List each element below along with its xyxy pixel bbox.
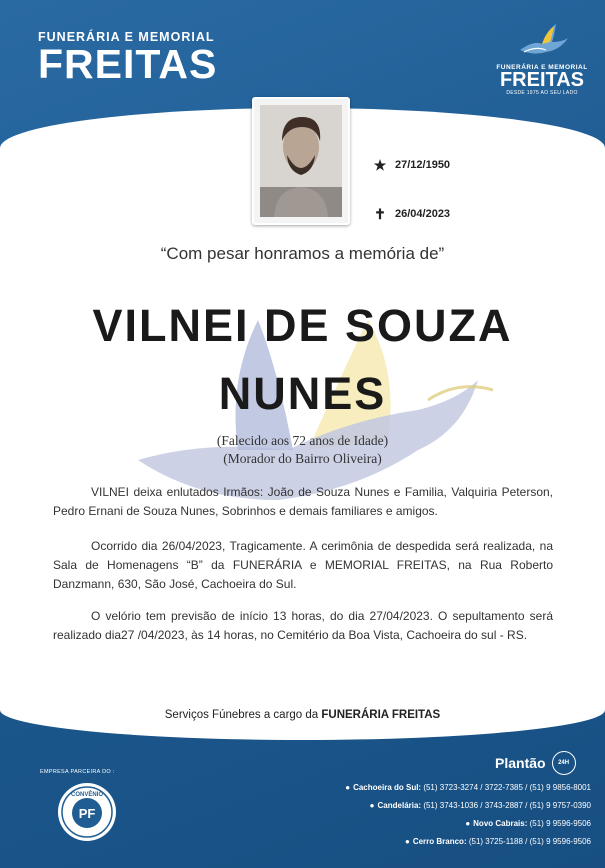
death-date: 26/04/2023 (395, 208, 451, 220)
family-paragraph: VILNEI deixa enlutados Irmãos: João de Souza Nunes e Familia, Valquiria Peterson, Pedro Ernani de Souza Nunes, Sobrinhos e demais familiares e amigos. (53, 485, 553, 518)
phone-24h-icon: 24H (552, 751, 576, 775)
logo-subtitle: FUNERÁRIA E MEMORIAL (496, 64, 588, 71)
deceased-name-line-2: NUNES (218, 368, 387, 419)
life-dates (373, 157, 450, 222)
partner-label: EMPRESA PARCEIRA DO : (40, 769, 115, 775)
residence-note: (Morador do Bairro Oliveira) (223, 451, 382, 466)
birth-date: 27/12/1950 (395, 159, 451, 171)
deceased-photo (252, 97, 350, 225)
location-pin-icon: ● (404, 837, 410, 846)
brand-header (38, 30, 218, 87)
brand-subtitle: FUNERÁRIA E MEMORIAL (38, 30, 215, 44)
contact-novo-cabrais: ● Novo Cabrais: (51) 9 9596-9506 (465, 819, 591, 828)
contacts-list (345, 779, 591, 851)
location-pin-icon: ● (345, 783, 351, 792)
star-icon: ★ (373, 156, 387, 173)
portrait-image (260, 105, 342, 217)
services-line: Serviços Fúnebres a cargo da FUNERÁRIA FREITAS (164, 709, 441, 721)
plantao-label: Plantão 24H (495, 751, 576, 775)
death-date-row (373, 206, 450, 222)
contact-candelaria: ● Candelária: (51) 3743-1036 / 3743-2887 / (51) 9 9757-0390 (369, 801, 591, 810)
ceremony-paragraph: Ocorrido dia 26/04/2023, Tragicamente. A cerimônia de despedida será realizada, na Sala de Homenagens “B” da FUNERÁRIA e MEMORIAL FREITAS, na Rua Roberto Danzmann, 630, São José, Cachoeira do Sul. (53, 539, 553, 591)
deceased-name-line-1: VILNEI DE SOUZA (92, 300, 513, 351)
pf-logo-text: PF (78, 806, 96, 821)
services-provider: FUNERÁRIA FREITAS (321, 709, 441, 721)
burial-paragraph: O velório tem previsão de início 13 horas, do dia 27/04/2023. O sepultamento será realizado dia27 /04/2023, às 14 horas, no Cemitério da Boa Vista, Cachoeira do sul - RS. (53, 609, 553, 642)
age-note: (Falecido aos 72 anos de Idade) (216, 433, 389, 448)
funeral-home-logo (496, 20, 588, 96)
dove-logo-icon (512, 20, 572, 62)
cross-icon: ✝ (374, 205, 386, 222)
convenio-pf-logo (57, 782, 117, 842)
location-pin-icon: ● (369, 801, 375, 810)
brand-title: FREITAS (38, 41, 218, 87)
contact-cerro-branco: ● Cerro Branco: (51) 3725-1188 / (51) 9 9596-9506 (404, 837, 591, 846)
logo-tagline: DESDE 1975 AO SEU LADO (506, 90, 578, 96)
logo-title: FREITAS (499, 69, 585, 91)
contact-cachoeira: ● Cachoeira do Sul: (51) 3723-3274 / 3722-7385 / (51) 9 9856-8001 (345, 783, 591, 792)
tribute-line: “Com pesar honramos a memória de” (160, 244, 445, 263)
birth-date-row (373, 157, 450, 173)
location-pin-icon: ● (465, 819, 471, 828)
convenio-logo-text: CONVÊNIO (70, 792, 104, 798)
